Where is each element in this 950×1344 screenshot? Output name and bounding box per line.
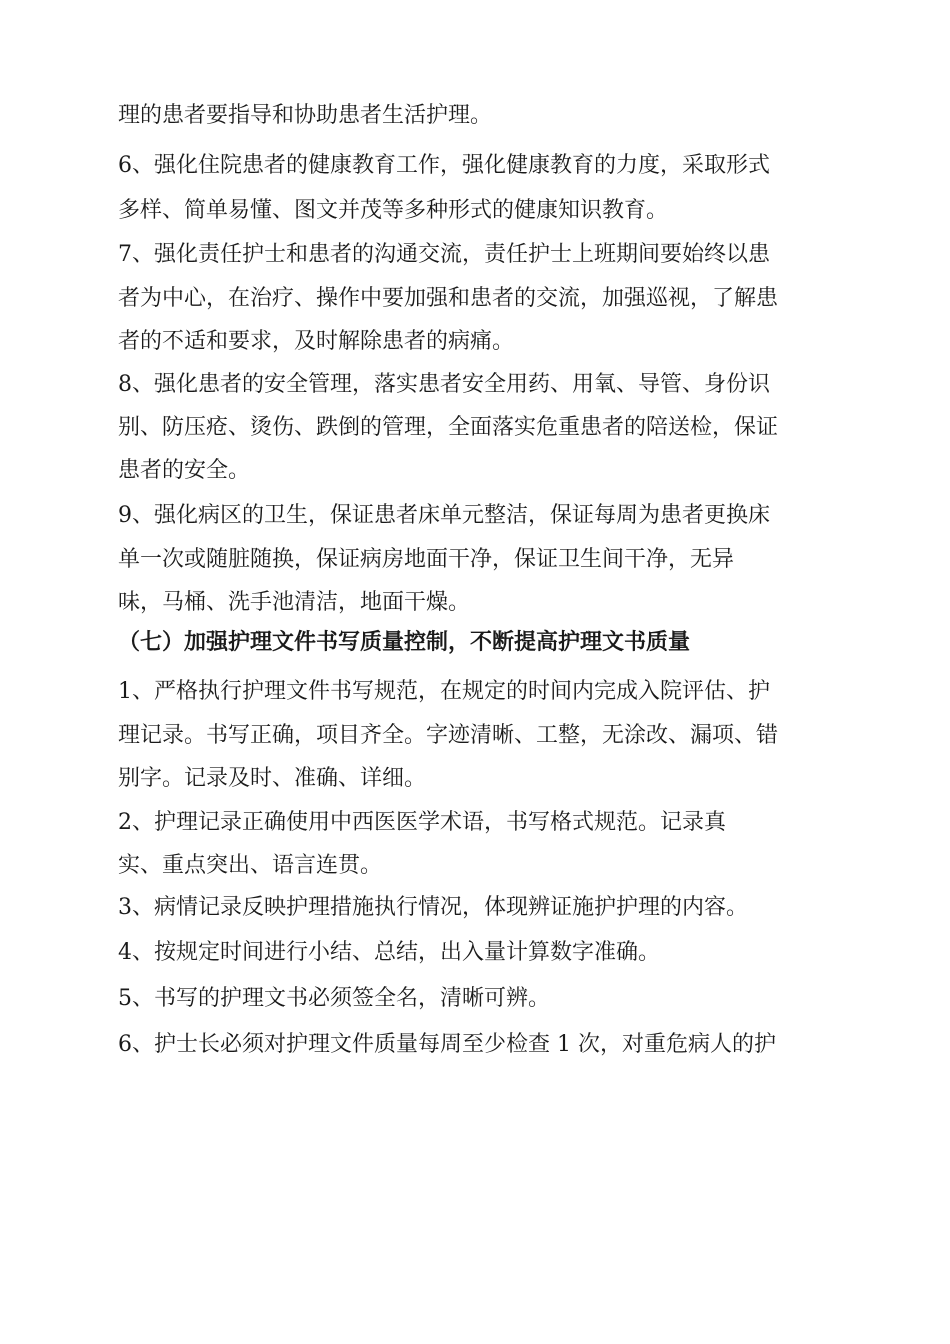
paragraph-line: 者为中心，在治疗、操作中要加强和患者的交流，加强巡视，了解患 — [118, 286, 779, 311]
paragraph-line: 别、防压疮、烫伤、跌倒的管理，全面落实危重患者的陪送检，保证 — [118, 415, 779, 440]
paragraph-line: 别字。记录及时、准确、详细。 — [118, 766, 427, 791]
section-heading: （七）加强护理文件书写质量控制，不断提高护理文书质量 — [118, 630, 691, 655]
paragraph-line: 6、强化住院患者的健康教育工作，强化健康教育的力度，采取形式 — [118, 153, 770, 178]
paragraph-line: 理的患者要指导和协助患者生活护理。 — [118, 103, 493, 128]
paragraph-line: 7、强化责任护士和患者的沟通交流，责任护士上班期间要始终以患 — [118, 242, 770, 267]
paragraph-line: 5、书写的护理文书必须签全名，清晰可辨。 — [118, 986, 550, 1011]
paragraph-line: 6、护士长必须对护理文件质量每周至少检查 1 次，对重危病人的护 — [118, 1032, 776, 1057]
paragraph-line: 理记录。书写正确，项目齐全。字迹清晰、工整，无涂改、漏项、错 — [118, 723, 779, 748]
paragraph-line: 2、护理记录正确使用中西医医学术语，书写格式规范。记录真 — [118, 810, 726, 835]
paragraph-line: 9、强化病区的卫生，保证患者床单元整洁，保证每周为患者更换床 — [118, 503, 770, 528]
paragraph-line: 多样、简单易懂、图文并茂等多种形式的健康知识教育。 — [118, 198, 669, 223]
paragraph-line: 8、强化患者的安全管理，落实患者安全用药、用氧、导管、身份识 — [118, 372, 770, 397]
paragraph-line: 味，马桶、洗手池清洁，地面干燥。 — [118, 590, 471, 615]
paragraph-line: 实、重点突出、语言连贯。 — [118, 853, 383, 878]
paragraph-line: 1、严格执行护理文件书写规范，在规定的时间内完成入院评估、护 — [118, 679, 770, 704]
paragraph-line: 单一次或随脏随换，保证病房地面干净，保证卫生间干净，无异 — [118, 547, 735, 572]
paragraph-line: 3、病情记录反映护理措施执行情况，体现辨证施护护理的内容。 — [118, 895, 748, 920]
paragraph-line: 4、按规定时间进行小结、总结，出入量计算数字准确。 — [118, 940, 660, 965]
paragraph-line: 患者的安全。 — [118, 458, 251, 483]
paragraph-line: 者的不适和要求，及时解除患者的病痛。 — [118, 329, 515, 354]
